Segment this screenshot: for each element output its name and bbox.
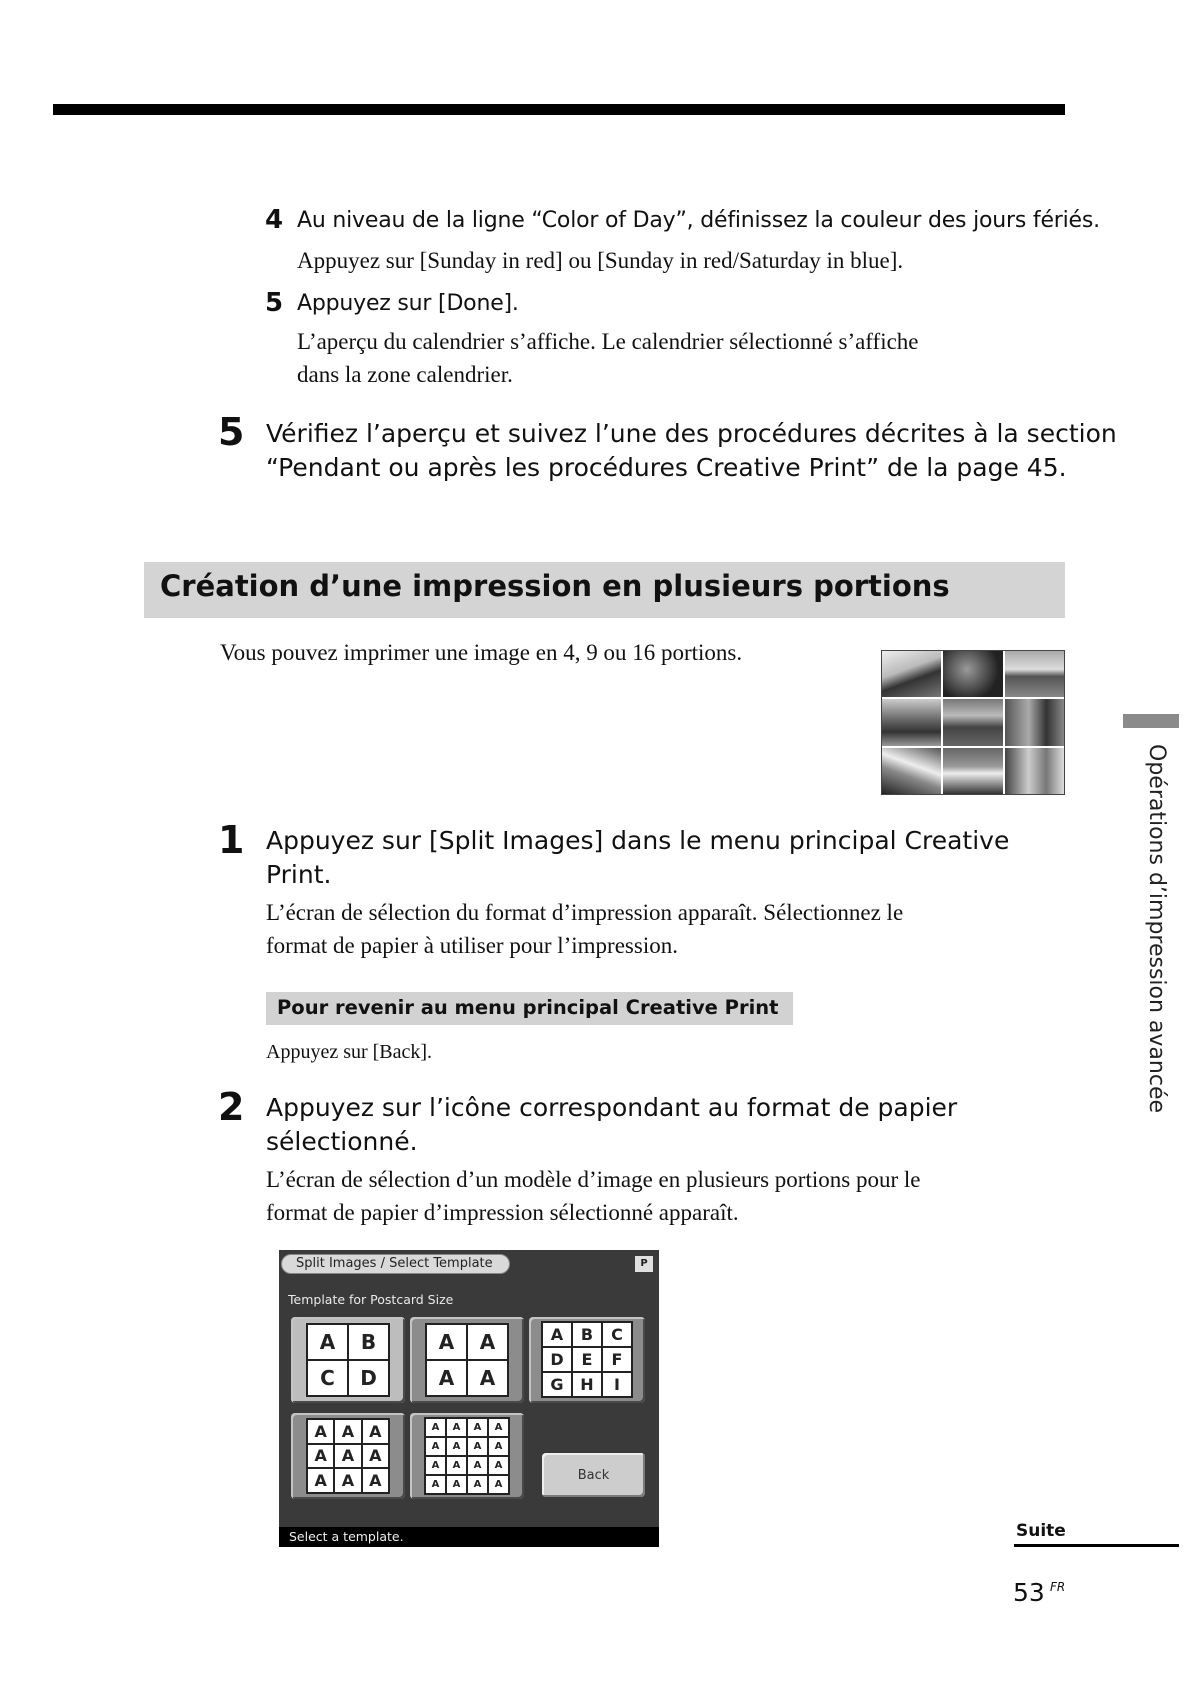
template-cell: A [468,1457,487,1474]
template-cell: A [447,1457,466,1474]
template-cell: A [308,1420,333,1443]
template-cell: B [349,1325,388,1359]
photo-tile [882,651,941,697]
screen-status-bar: Select a template. [279,1527,659,1547]
back-button[interactable]: Back [542,1453,645,1497]
substep-4-body: Appuyez sur [Sunday in red] ou [Sunday in red/Saturday in blue]. [297,248,904,273]
template-cell: A [489,1457,508,1474]
substep-4-heading: Au niveau de la ligne “Color of Day”, définissez la couleur des jours fériés. [297,208,1100,233]
template-cell: G [543,1373,571,1396]
template-cell: E [573,1348,601,1371]
split-photo-illustration [881,650,1065,795]
device-screen-screenshot [279,1250,659,1547]
template-cell: A [363,1420,388,1443]
template-cell: A [468,1325,507,1359]
template-16-same-button[interactable] [410,1413,524,1499]
subheading-title: Pour revenir au menu principal Creative Print [277,996,779,1019]
step-5-line2: “Pendant ou après les procédures Creative Print” de la page 45. [266,453,1067,482]
continued-label: Suite [1016,1521,1066,1541]
step-2-line1: Appuyez sur l’icône correspondant au format de papier [266,1093,958,1122]
template-cell: A [426,1419,445,1436]
section-title: Création d’une impression en plusieurs portions [160,569,950,603]
template-cell: A [426,1438,445,1455]
continued-rule [1014,1544,1179,1547]
photo-tile [1005,651,1064,697]
template-cell: A [427,1325,466,1359]
photo-tile [1005,748,1064,794]
template-cell: A [468,1438,487,1455]
template-cell: A [489,1419,508,1436]
template-cell: A [363,1469,388,1492]
step-2-line2: sélectionné. [266,1127,418,1156]
side-tab-label: Opérations d’impression avancée [1144,744,1169,1114]
template-cell: C [603,1323,631,1346]
template-cell: D [349,1361,388,1395]
substep-number-5: 5 [265,288,284,318]
template-cell: A [468,1361,507,1395]
photo-tile [882,699,941,745]
template-grid [424,1417,510,1495]
template-cell: A [468,1419,487,1436]
template-4-same-button[interactable] [410,1317,524,1403]
substep-5-body-line2: dans la zone calendrier. [297,362,513,387]
section-intro: Vous pouvez imprimer une image en 4, 9 ou 16 portions. [220,640,743,665]
template-cell: A [468,1476,487,1493]
template-cell: A [308,1325,347,1359]
page-number: 53 [1013,1578,1045,1607]
photo-tile [1005,699,1064,745]
step-1-line2: Print. [266,860,332,889]
template-cell: A [335,1420,360,1443]
step-5-line1: Vérifiez l’aperçu et suivez l’une des procédures décrites à la section [266,419,1117,448]
template-cell: A [447,1419,466,1436]
template-grid [306,1323,390,1397]
template-cell: A [447,1476,466,1493]
template-grid [541,1321,633,1398]
substep-number-4: 4 [265,205,284,235]
subheading-body: Appuyez sur [Back]. [266,1041,433,1063]
side-tab-marker [1123,714,1179,728]
template-9-same-button[interactable] [291,1413,405,1499]
step-1-body-line2: format de papier à utiliser pour l’impression. [266,933,678,958]
template-cell: H [573,1373,601,1396]
substep-5-heading: Appuyez sur [Done]. [297,291,519,316]
step-number-1: 1 [218,818,245,862]
template-cell: A [543,1323,571,1346]
template-cell: A [489,1476,508,1493]
top-rule [53,104,1065,115]
template-4-abcd-button[interactable] [291,1317,405,1403]
screen-p-badge: P [635,1256,653,1272]
template-grid [306,1418,390,1494]
template-cell: I [603,1373,631,1396]
template-cell: A [308,1469,333,1492]
template-cell: B [573,1323,601,1346]
photo-tile [882,748,941,794]
template-cell: C [308,1361,347,1395]
template-cell: A [489,1438,508,1455]
template-cell: A [426,1457,445,1474]
template-9-letters-button[interactable] [529,1317,645,1403]
template-cell: A [335,1445,360,1468]
template-cell: A [363,1445,388,1468]
step-2-body-line1: L’écran de sélection d’un modèle d’image en plusieurs portions pour le [266,1167,921,1192]
template-cell: A [308,1445,333,1468]
step-number-5: 5 [218,410,245,454]
template-cell: F [603,1348,631,1371]
page-language-suffix: FR [1050,1580,1066,1594]
substep-5-body-line1: L’aperçu du calendrier s’affiche. Le calendrier sélectionné s’affiche [297,329,919,354]
photo-tile [943,748,1002,794]
template-cell: A [426,1476,445,1493]
template-cell: D [543,1348,571,1371]
step-1-line1: Appuyez sur [Split Images] dans le menu principal Creative [266,826,1010,855]
template-cell: A [447,1438,466,1455]
step-2-body-line2: format de papier d’impression sélectionné apparaît. [266,1200,739,1225]
step-number-2: 2 [218,1085,245,1129]
step-1-body-line1: L’écran de sélection du format d’impression apparaît. Sélectionnez le [266,900,904,925]
screen-subtitle: Template for Postcard Size [288,1292,454,1307]
template-cell: A [335,1469,360,1492]
photo-tile [943,699,1002,745]
template-cell: A [427,1361,466,1395]
photo-tile [943,651,1002,697]
screen-title-bar: Split Images / Select Template [281,1254,510,1274]
template-grid [425,1323,509,1397]
